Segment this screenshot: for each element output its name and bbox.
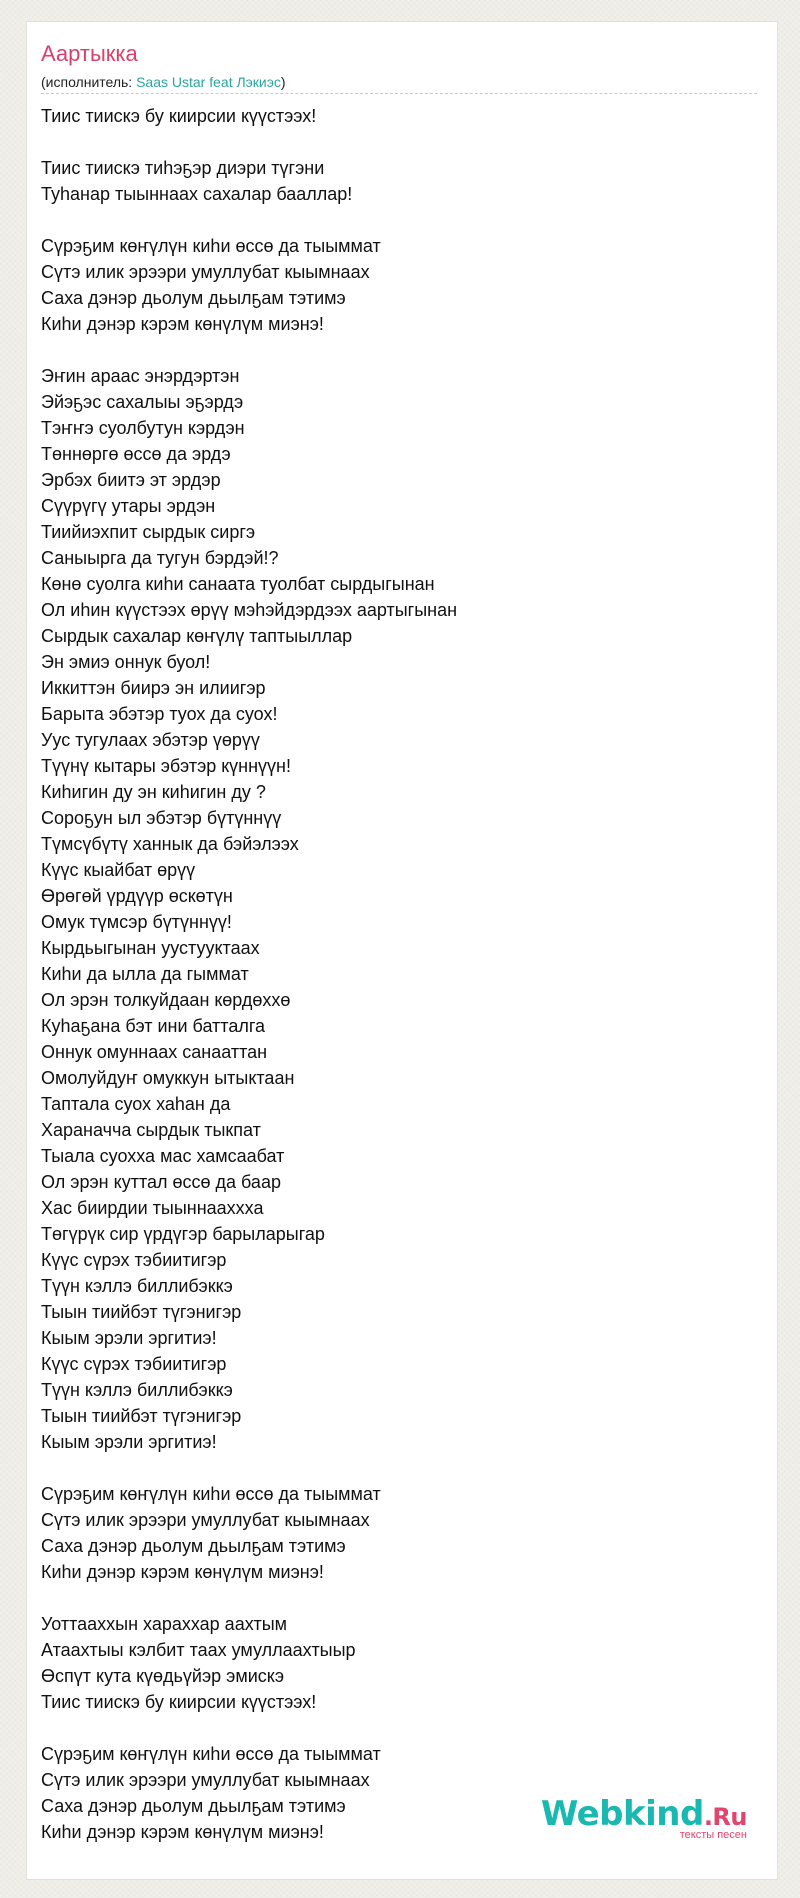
lyric-line: Кырдьыгынан уустууктаах [41,938,260,958]
lyric-line: Сырдык сахалар көҥүлү таптыыллар [41,626,353,646]
lyric-line: Эҥин араас энэрдэртэн [41,366,240,386]
lyric-line: Куһаҕана бэт ини батталга [41,1016,266,1036]
lyric-line: Оннук омуннаах санааттан [41,1042,268,1062]
stanza-break [41,1455,761,1481]
lyric-line: Кыым эрэли эргитиэ! [41,1432,217,1452]
lyric-line: Төннөргө өссө да эрдэ [41,444,231,464]
lyric-line: Саныырга да тугун бэрдэй!? [41,548,279,568]
lyric-line: Түмсүбүтү ханнык да бэйэлээх [41,834,299,854]
lyric-line: Тыала суохха мас хамсаабат [41,1146,285,1166]
lyric-line: Омолуйдуҥ омуккун ытыктаан [41,1068,295,1088]
lyric-line: Хас биирдии тыыннааххха [41,1198,264,1218]
lyric-line: Эйэҕэс сахалыы эҕэрдэ [41,392,244,412]
lyric-line: Киһи дэнэр кэрэм көнүлүм миэнэ! [41,314,324,334]
lyrics-card [26,21,778,1880]
lyric-line: Сүрэҕим көҥүлүн киһи өссө да тыыммат [41,236,381,256]
lyric-line: Ол эрэн толкуйдаан көрдөххө [41,990,291,1010]
lyric-line: Сүтэ илик эрээри умуллубат кыымнаах [41,1770,370,1790]
lyric-line: Сүүрүгү утары эрдэн [41,496,216,516]
song-title: Аартыкка [41,41,138,66]
stanza-break [41,337,761,363]
lyric-line: Сүтэ илик эрээри умуллубат кыымнаах [41,262,370,282]
stanza-break [41,1715,761,1741]
lyric-line: Тиис тиискэ бу киирсии күүстээх! [41,106,317,126]
stanza-break [41,1585,761,1611]
lyric-line: Киһи да ылла да гыммат [41,964,249,984]
artist-link[interactable]: Saas Ustar feat Лэкиэс [136,74,281,90]
lyric-line: Уоттааххын хараххар аахтым [41,1614,288,1634]
lyric-line: Атаахтыы кэлбит таах умуллаахтыыр [41,1640,356,1660]
lyric-line: Эн эмиэ оннук буол! [41,652,211,672]
lyric-line: Тиис тиискэ тиһэҕэр диэри түгэни [41,158,325,178]
lyric-line: Түүнү кытары эбэтэр күннүүн! [41,756,291,776]
lyric-line: Сүрэҕим көҥүлүн киһи өссө да тыыммат [41,1484,381,1504]
lyric-line: Ол иһин күүстээх өрүү мэһэйдэрдээх аартыгынан [41,600,458,620]
logo-tagline: тексты песен [679,1829,747,1841]
lyric-line: Тиийиэхпит сырдык сиргэ [41,522,256,542]
byline-suffix: ) [280,74,286,90]
dashed-divider [41,93,757,94]
lyric-line: Сүтэ илик эрээри умуллубат кыымнаах [41,1510,370,1530]
lyric-line: Ол эрэн куттал өссө да баар [41,1172,281,1192]
lyric-line: Күүс кыайбат өрүү [41,860,196,880]
lyric-line: Киһи дэнэр кэрэм көнүлүм миэнэ! [41,1822,324,1842]
lyric-line: Тэҥҥэ суолбутун кэрдэн [41,418,245,438]
lyric-line: Иккиттэн биирэ эн илиигэр [41,678,266,698]
lyric-line: Киһи дэнэр кэрэм көнүлүм миэнэ! [41,1562,324,1582]
lyric-line: Өрөгөй үрдүүр өскөтүн [41,886,233,906]
lyric-line: Киһигин ду эн киһигин ду ? [41,782,266,802]
lyric-line: Күүс сүрэх тэбиитигэр [41,1250,227,1270]
webkind-logo[interactable] [540,1794,747,1841]
lyric-line: Тиис тиискэ бу киирсии күүстээх! [41,1692,317,1712]
artist-byline [41,75,286,89]
lyric-line: Сороҕун ыл эбэтэр бүтүннүү [41,808,282,828]
lyrics-text [41,103,761,1845]
lyric-line: Саха дэнэр дьолум дьылҕам тэтимэ [41,288,346,308]
lyric-line: Барыта эбэтэр туох да суох! [41,704,278,724]
lyric-line: Көнө суолга киһи санаата туолбат сырдыгынан [41,574,435,594]
stanza-break [41,207,761,233]
lyric-line: Эрбэх биитэ эт эрдэр [41,470,221,490]
lyric-line: Уус тугулаах эбэтэр үөрүү [41,730,260,750]
lyric-line: Кыым эрэли эргитиэ! [41,1328,217,1348]
lyric-line: Тыын тиийбэт түгэнигэр [41,1406,242,1426]
lyric-line: Туһанар тыыннаах сахалар бааллар! [41,184,353,204]
lyric-line: Түүн кэллэ биллибэккэ [41,1380,233,1400]
lyric-line: Таптала суох хаһан да [41,1094,231,1114]
lyric-line: Тыын тиийбэт түгэнигэр [41,1302,242,1322]
lyric-line: Күүс сүрэх тэбиитигэр [41,1354,227,1374]
byline-prefix: (исполнитель: [41,74,137,90]
logo-name: Webkind [540,1794,704,1834]
lyric-line: Хараначча сырдык тыкпат [41,1120,261,1140]
lyric-line: Омук түмсэр бүтүннүү! [41,912,232,932]
lyric-line: Саха дэнэр дьолум дьылҕам тэтимэ [41,1536,346,1556]
lyric-line: Өспүт кута күөдьүйэр эмискэ [41,1666,285,1686]
logo-tld: .Ru [703,1803,747,1831]
lyric-line: Сүрэҕим көҥүлүн киһи өссө да тыыммат [41,1744,381,1764]
lyric-line: Төгүрүк сир үрдүгэр барыларыгар [41,1224,325,1244]
lyric-line: Түүн кэллэ биллибэккэ [41,1276,233,1296]
lyric-line: Саха дэнэр дьолум дьылҕам тэтимэ [41,1796,346,1816]
stanza-break [41,129,761,155]
